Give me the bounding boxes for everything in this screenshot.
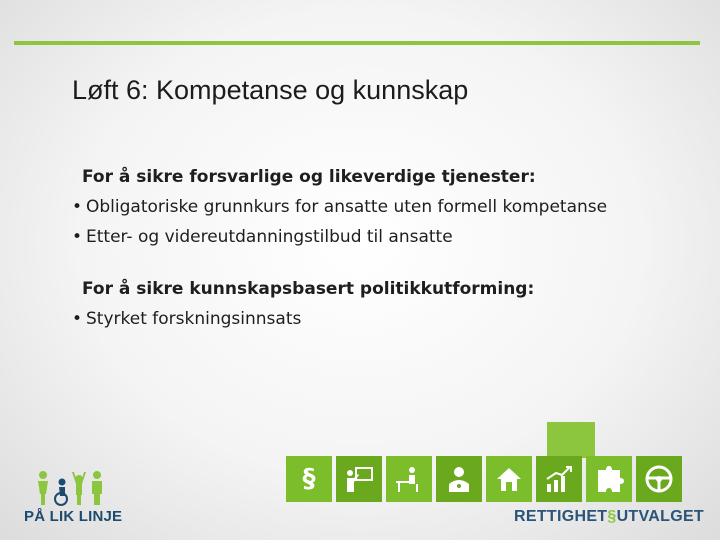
list-item xyxy=(72,222,712,252)
section-services xyxy=(72,162,712,252)
person-icon xyxy=(36,470,50,506)
bullet-text: Styrket forskningsinnsats xyxy=(86,309,302,329)
logo-text-part: RETTIGHET xyxy=(514,508,608,525)
growth-chart-icon xyxy=(536,456,582,502)
doctor-icon xyxy=(436,456,482,502)
icon-strip xyxy=(286,456,706,502)
logo-text-part: UTVALGET xyxy=(616,508,705,525)
bullet-icon: • xyxy=(72,309,83,329)
logo-text: PÅ LIK LINJE xyxy=(24,508,123,525)
steering-wheel-icon xyxy=(636,456,682,502)
bullet-icon: • xyxy=(72,227,83,247)
person-arms-up-icon xyxy=(72,470,86,506)
list-item xyxy=(72,192,712,222)
desk-worker-icon xyxy=(386,456,432,502)
section-heading: For å sikre forsvarlige og likeverdige tjenester: xyxy=(82,167,536,187)
person-icon xyxy=(90,470,104,506)
bullet-icon: • xyxy=(72,197,83,217)
paragraph-symbol: § xyxy=(607,508,617,525)
highlight-bar xyxy=(547,422,595,458)
slide-body xyxy=(72,162,712,334)
teacher-board-icon xyxy=(336,456,382,502)
logo-figures xyxy=(36,470,104,506)
top-accent-rule xyxy=(14,41,700,45)
pa-lik-linje-logo xyxy=(14,470,134,530)
rettighetsutvalget-logo xyxy=(514,508,704,526)
house-icon xyxy=(486,456,532,502)
bullet-text: Etter- og videreutdanningstilbud til ansatte xyxy=(86,227,453,247)
puzzle-icon xyxy=(586,456,632,502)
paragraph-icon: § xyxy=(286,456,332,502)
slide-title: Løft 6: Kompetanse og kunnskap xyxy=(72,75,469,105)
wheelchair-user-icon xyxy=(54,470,68,506)
list-item xyxy=(72,304,712,334)
bullet-text: Obligatoriske grunnkurs for ansatte uten formell kompetanse xyxy=(86,197,608,217)
section-heading: For å sikre kunnskapsbasert politikkutforming: xyxy=(82,279,535,299)
section-policy xyxy=(72,274,712,334)
